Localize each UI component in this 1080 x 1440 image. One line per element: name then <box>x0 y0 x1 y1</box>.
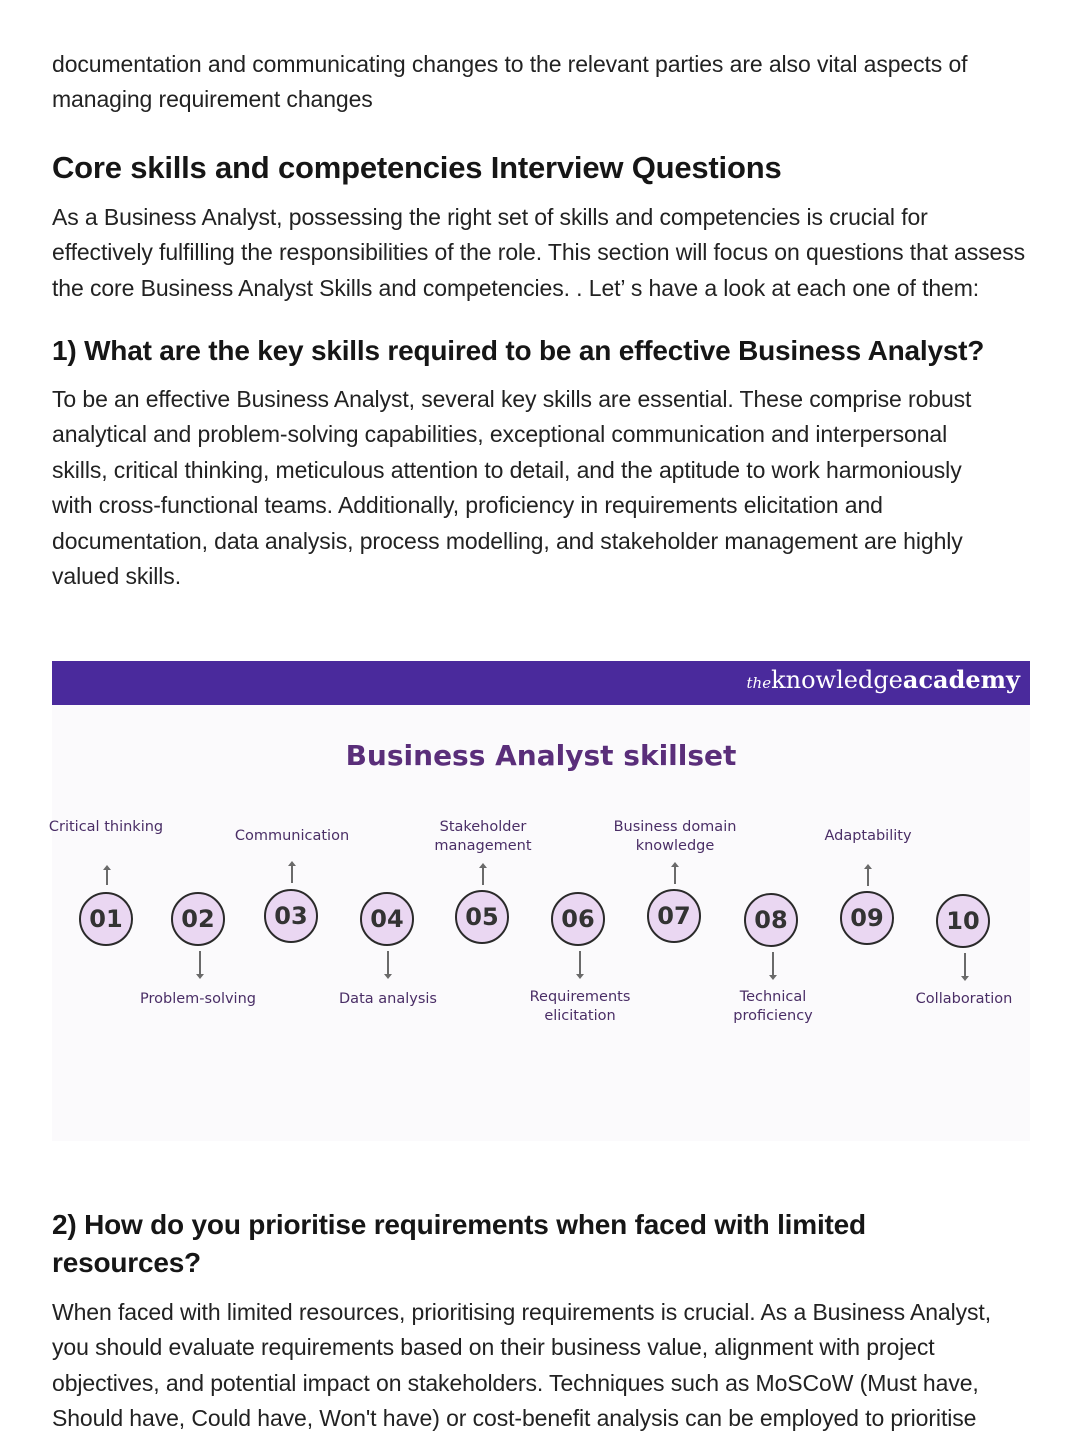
skill-circle-06: 06 <box>551 892 605 946</box>
skill-label-08: Technical proficiency <box>733 989 813 1024</box>
skill-label-07: Business domain knowledge <box>613 819 737 854</box>
skill-circle-05: 05 <box>455 890 509 944</box>
skill-label-06: Requirements elicitation <box>529 989 631 1024</box>
question-2-answer: When faced with limited resources, prioritising requirements is crucial. As a Business Analyst, you should evaluate requirements based on their business value, alignment with project objectives, and potential impact on stakeholders. Techniques such as MoSCoW (Must have, Should have, Could have, Won't have) or cost-benefit analysis can be employed to prioritise <box>52 1299 992 1432</box>
question-1-heading: 1) What are the key skills required to be an effective Business Analyst? <box>52 335 985 366</box>
connector-03 <box>291 865 293 883</box>
skill-label-05: Stakeholder management <box>434 819 532 854</box>
brand-logo: theknowledgeacademy <box>746 665 1020 694</box>
connector-05 <box>482 867 484 885</box>
connector-08 <box>772 952 774 976</box>
question-2-heading: 2) How do you prioritise requirements when faced with limited resources? <box>52 1209 866 1278</box>
connector-04 <box>387 951 389 975</box>
section-paragraph: As a Business Analyst, possessing the right set of skills and competencies is crucial for effectively fulfilling the responsibilities of the role. This section will focus on questions that assess the core Business Analyst Skills and competencies. . Let’ s have a look at each one of them: <box>52 204 1026 301</box>
skill-label-03: Communication <box>234 828 350 844</box>
skill-circle-02: 02 <box>171 892 225 946</box>
connector-10 <box>964 953 966 977</box>
question-1-answer: To be an effective Business Analyst, several key skills are essential. These comprise robust analytical and problem-solving capabilities, exceptional communication and interpersonal skills, critical thinking, meticulous attention to detail, and the aptitude to work harmoniously with cross-functional teams. Additionally, proficiency in requirements elicitation and documentation, data analysis, process modelling, and stakeholder management are highly valued skills. <box>52 386 972 590</box>
skillset-infographic <box>48 661 1030 1141</box>
skill-label-09: Adaptability <box>824 828 912 844</box>
brand-banner <box>52 661 1030 705</box>
infographic-title: Business Analyst skillset <box>345 739 737 772</box>
skill-label-01: Critical thinking <box>48 819 164 835</box>
section-heading: Core skills and competencies Interview Questions <box>52 150 782 185</box>
skill-circle-09: 09 <box>840 891 894 945</box>
skill-label-04: Data analysis <box>339 991 437 1007</box>
skill-label-10: Collaboration <box>915 991 1013 1007</box>
skill-circle-08: 08 <box>744 893 798 947</box>
skill-circle-01: 01 <box>79 892 133 946</box>
skill-circle-03: 03 <box>264 889 318 943</box>
intro-paragraph: documentation and communicating changes to the relevant parties are also vital aspects of managing requirement changes <box>52 51 968 113</box>
connector-06 <box>579 951 581 975</box>
skill-circle-04: 04 <box>360 892 414 946</box>
skill-circle-10: 10 <box>936 894 990 948</box>
skill-circle-07: 07 <box>647 889 701 943</box>
connector-09 <box>867 868 869 886</box>
connector-02 <box>199 951 201 975</box>
skill-label-02: Problem-solving <box>140 991 256 1007</box>
connector-07 <box>674 866 676 884</box>
connector-01 <box>106 869 108 885</box>
